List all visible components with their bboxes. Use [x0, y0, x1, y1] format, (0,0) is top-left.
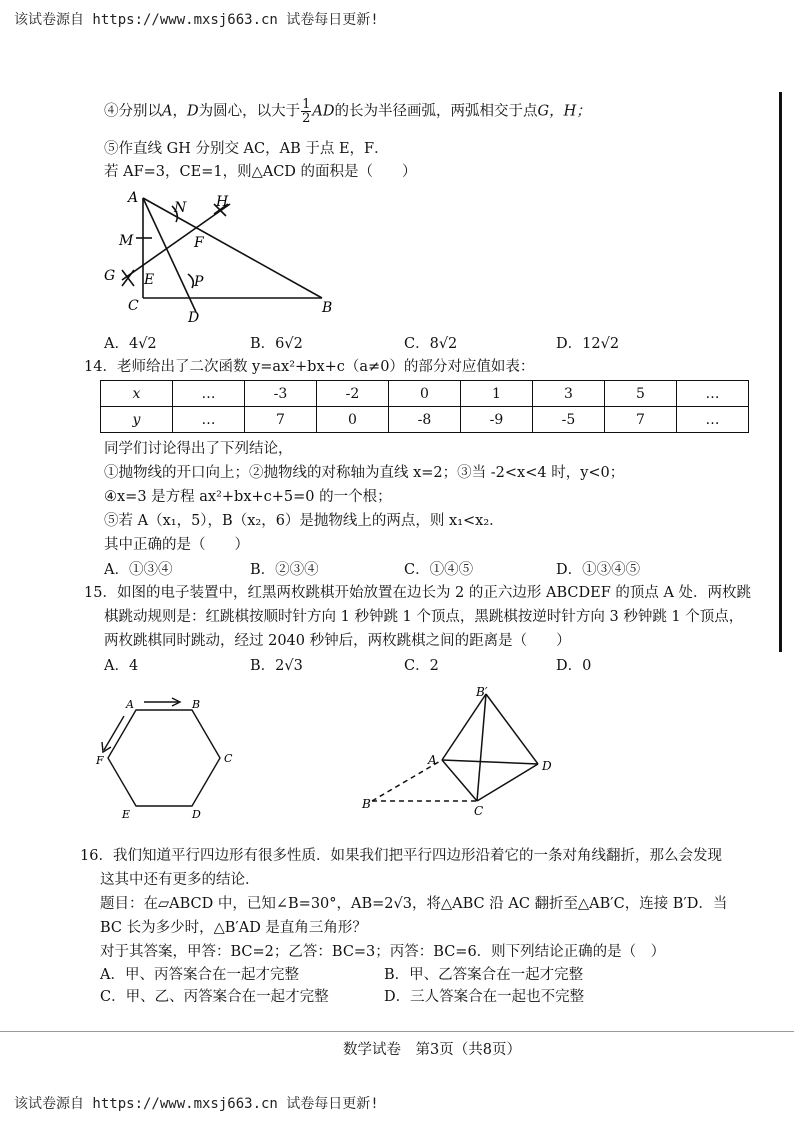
table-cell: … — [677, 407, 749, 433]
table-cell: -9 — [461, 407, 533, 433]
page-footer: 数学试卷 第3页（共8页） — [343, 1042, 521, 1058]
table-cell: 5 — [605, 381, 677, 407]
table-cell: 7 — [245, 407, 317, 433]
fold-label-A: A — [428, 753, 437, 767]
q15-option-b: B．2√3 — [250, 658, 303, 674]
hex-label-C: C — [224, 752, 233, 765]
table-cell: -3 — [245, 381, 317, 407]
q14-intro: 同学们讨论得出了下列结论， — [104, 441, 293, 457]
table-cell: 0 — [317, 407, 389, 433]
label-E: E — [144, 272, 155, 288]
q15-option-a: A．4 — [104, 658, 139, 674]
source-banner-bottom: 该试卷源自 https://www.mxsj663.cn 试卷每日更新! — [14, 1096, 379, 1112]
q15-option-d: D．0 — [556, 658, 592, 674]
q16-line1: 16．我们知道平行四边形有很多性质．如果我们把平行四边形沿着它的一条对角线翻折，那么会发现 — [80, 848, 722, 864]
table-row-y — [101, 407, 749, 433]
table-cell: 3 — [533, 381, 605, 407]
label-P: P — [194, 274, 204, 290]
q14-conclusions-2: ④x=3 是方程 ax²+bx+c+5=0 的一个根； — [104, 489, 392, 505]
q16-line3: 题目：在▱ABCD 中，已知∠B=30°，AB=2√3，将△ABC 沿 AC 翻折至△AB′C，连接 B′D．当 — [100, 896, 728, 912]
q16-line4: BC 长为多少时，△B′AD 是直角三角形？ — [100, 920, 367, 936]
label-B: B — [322, 300, 333, 316]
fold-label-C: C — [474, 804, 484, 818]
hex-label-B: B — [192, 698, 201, 711]
table-cell: 0 — [389, 381, 461, 407]
table-cell: -5 — [533, 407, 605, 433]
label-M: M — [119, 233, 134, 249]
hex-label-A: A — [126, 698, 134, 711]
q15-line2: 棋跳动规则是：红跳棋按顺时针方向 1 秒钟跳 1 个顶点，黑跳棋按逆时针方向 3 秒钟跳 1 个顶点， — [104, 609, 744, 625]
q13-option-d: D．12√2 — [556, 336, 620, 352]
fold-label-Bprime: B′ — [476, 685, 488, 699]
q14-stem: 14．老师给出了二次函数 y=ax²+bx+c（a≠0）的部分对应值如表： — [84, 359, 535, 375]
hex-label-F: F — [96, 754, 104, 767]
q13-option-a: A．4√2 — [104, 336, 157, 352]
q16-option-b: B．甲、乙答案合在一起才完整 — [384, 967, 584, 983]
label-D: D — [188, 310, 200, 326]
margin-rule — [779, 92, 782, 652]
q16-line5: 对于其答案，甲答：BC=2；乙答：BC=3；丙答：BC=6．则下列结论正确的是（ ） — [100, 944, 666, 960]
q13-question: 若 AF=3，CE=1，则△ACD 的面积是（ ） — [104, 164, 417, 180]
table-cell: 7 — [605, 407, 677, 433]
q14-option-a: A．①③④ — [104, 562, 173, 578]
q13-step4: ④分别以A，D为圆心，以大于 $\frac{1}{2}$ AD的长为半径画弧，两弧相交于点G，H； — [104, 97, 591, 126]
q15-line1: 15．如图的电子装置中，红黑两枚跳棋开始放置在边长为 2 的正六边形 ABCDEF 的顶点 A 处．两枚跳 — [84, 585, 752, 601]
table-cell: … — [677, 381, 749, 407]
table-cell: -8 — [389, 407, 461, 433]
fold-figure — [360, 684, 580, 824]
q14-conclusions-1: ①抛物线的开口向上；②抛物线的对称轴为直线 x=2；③当 -2<x<4 时，y<0； — [104, 465, 625, 481]
source-banner-top: 该试卷源自 https://www.mxsj663.cn 试卷每日更新! — [14, 12, 379, 28]
q15-hexagon-figure — [94, 698, 244, 821]
q14-option-b: B．②③④ — [250, 562, 319, 578]
q14-value-table — [100, 380, 749, 433]
q16-option-c: C．甲、乙、丙答案合在一起才完整 — [100, 989, 329, 1005]
table-row-x — [101, 381, 749, 407]
table-cell: y — [101, 407, 173, 433]
table-cell: … — [173, 407, 245, 433]
hex-label-E: E — [122, 808, 131, 821]
fold-label-D: D — [542, 759, 552, 773]
q16-option-d: D．三人答案合在一起也不完整 — [384, 989, 585, 1005]
label-F: F — [194, 235, 204, 251]
q14-question: 其中正确的是（ ） — [104, 537, 249, 553]
q14-option-c: C．①④⑤ — [404, 562, 474, 578]
q16-option-a: A．甲、丙答案合在一起才完整 — [100, 967, 299, 983]
label-G: G — [104, 268, 116, 284]
table-cell: 1 — [461, 381, 533, 407]
label-A: A — [128, 190, 139, 206]
q16-line2: 这其中还有更多的结论． — [100, 872, 260, 888]
label-H: H — [216, 194, 229, 210]
fold-label-B: B — [362, 797, 371, 811]
q15-option-c: C．2 — [404, 658, 439, 674]
q13-triangle-figure — [100, 190, 340, 330]
q13-option-c: C．8√2 — [404, 336, 458, 352]
q13-option-b: B．6√2 — [250, 336, 303, 352]
label-C: C — [128, 298, 139, 314]
fraction-one-half: $\frac{1}{2}$ — [302, 97, 311, 126]
hex-label-D: D — [192, 808, 201, 821]
table-cell: -2 — [317, 381, 389, 407]
table-cell: … — [173, 381, 245, 407]
q15-line3: 两枚跳棋同时跳动，经过 2040 秒钟后，两枚跳棋之间的距离是（ ） — [104, 633, 571, 649]
table-cell: x — [101, 381, 173, 407]
q14-option-d: D．①③④⑤ — [556, 562, 641, 578]
q13-step5: ⑤作直线 GH 分别交 AC，AB 于点 E，F． — [104, 141, 389, 157]
label-N: N — [174, 200, 187, 216]
footer-divider — [0, 1031, 794, 1032]
q14-conclusions-3: ⑤若 A（x₁，5），B（x₂，6）是抛物线上的两点，则 x₁<x₂． — [104, 513, 504, 529]
